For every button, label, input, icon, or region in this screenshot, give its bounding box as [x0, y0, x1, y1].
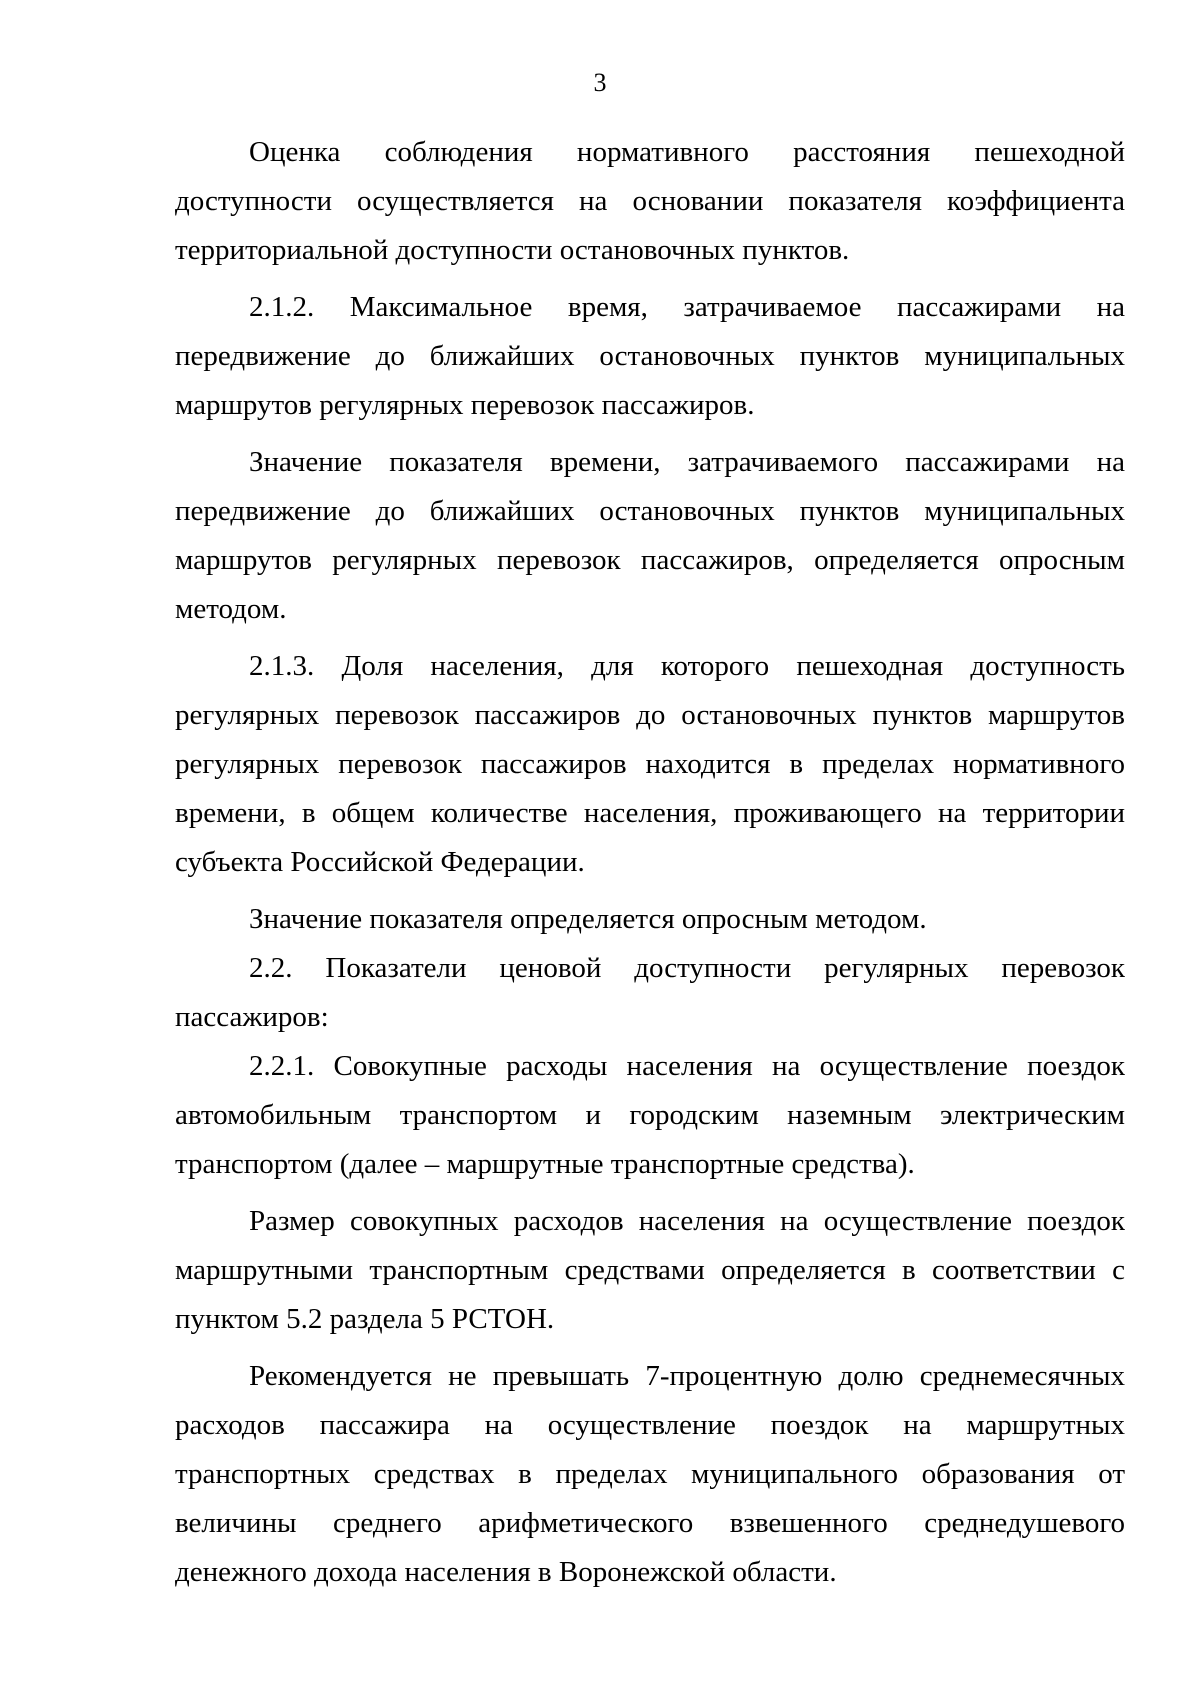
- document-body: [175, 128, 1125, 1597]
- paragraph-territorial-accessibility: Оценка соблюдения нормативного расстояния пешеходной доступности осуществляется на основании показателя коэффициента территориальной доступности остановочных пунктов.: [175, 136, 1125, 266]
- paragraph-recommendation: Рекомендуется не превышать 7-процентную долю среднемесячных расходов пассажира на осуществление поездок на маршрутных транспортных средствах в пределах муниципального образования от величины среднего арифметического взвешенного среднедушевого денежного дохода населения в Воронежской области.: [175, 1360, 1125, 1588]
- paragraph-2-2: 2.2. Показатели ценовой доступности регулярных перевозок пассажиров:: [175, 952, 1125, 1033]
- paragraph-total-expenses: Размер совокупных расходов населения на осуществление поездок маршрутными транспортным средствами определяется в соответствии с пунктом 5.2 раздела 5 РСТОН.: [175, 1205, 1125, 1335]
- paragraph-survey-method: Значение показателя определяется опросным методом.: [249, 903, 927, 935]
- paragraph-2-1-3: 2.1.3. Доля населения, для которого пешеходная доступность регулярных перевозок пассажиров до остановочных пунктов маршрутов регулярных перевозок пассажиров находится в пределах нормативного времени, в общем количестве населения, проживающего на территории субъекта Российской Федерации.: [175, 650, 1125, 878]
- page-number: 3: [593, 68, 607, 97]
- paragraph-2-1-2: 2.1.2. Максимальное время, затрачиваемое пассажирами на передвижение до ближайших остановочных пунктов муниципальных маршрутов регулярных перевозок пассажиров.: [175, 291, 1125, 421]
- paragraph-time-indicator: Значение показателя времени, затрачиваемого пассажирами на передвижение до ближайших остановочных пунктов муниципальных маршрутов регулярных перевозок пассажиров, определяется опросным методом.: [175, 446, 1125, 625]
- paragraph-2-2-1: 2.2.1. Совокупные расходы населения на осуществление поездок автомобильным транспортом и городским наземным электрическим транспортом (далее – маршрутные транспортные средства).: [175, 1050, 1125, 1180]
